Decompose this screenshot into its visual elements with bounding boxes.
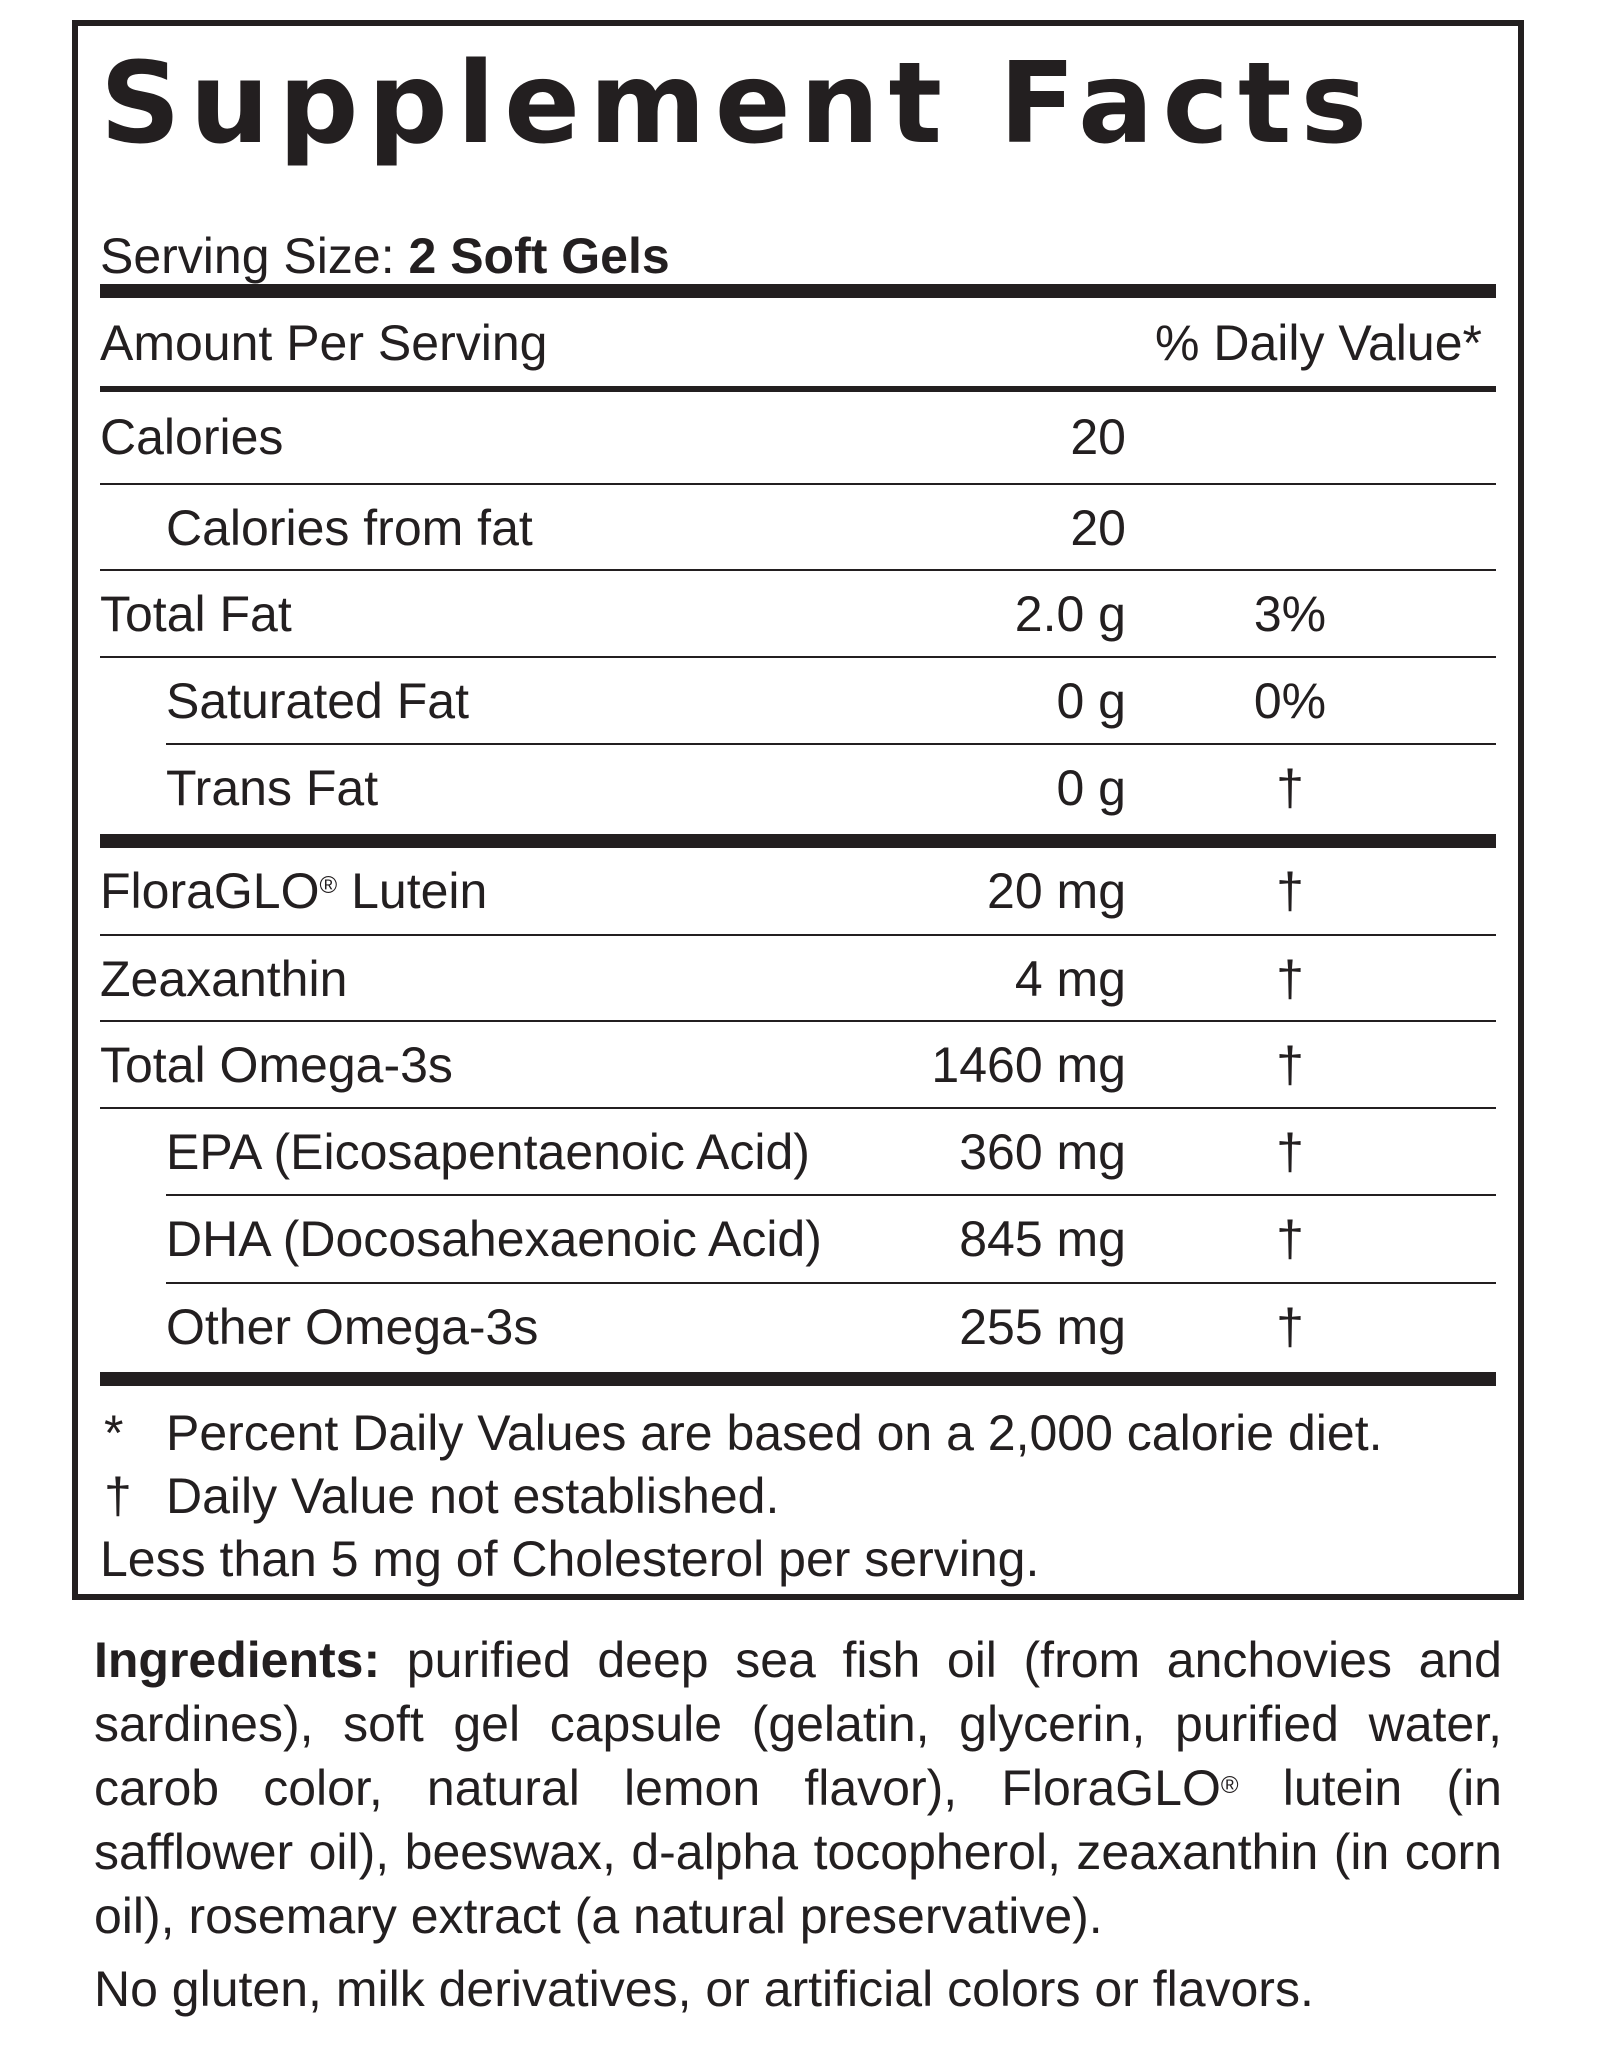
nutrient-label: Other Omega-3s [166,1299,539,1355]
nutrient-label: Calories [100,409,284,465]
nutrient-amount: 360 mg [959,1124,1126,1180]
footnote-symbol: † [104,1468,132,1524]
panel-inner [100,26,1496,1594]
footnote-symbol: * [104,1405,124,1461]
nutrient-row-calories [100,394,1496,480]
nutrient-label: Zeaxanthin [100,951,348,1007]
nutrient-row-total-omega3 [100,1022,1496,1108]
allergen-note: No gluten, milk derivatives, or artificial colors or flavors. [94,1961,1314,2017]
nutrient-label: Trans Fat [166,760,379,816]
nutrient-row-dha [100,1196,1496,1282]
daily-value-header: % Daily Value* [1154,315,1482,371]
registered-mark: ® [319,872,338,899]
footnote-text: Percent Daily Values are based on a 2,000 calorie diet. [166,1405,1383,1461]
nutrient-row-trans-fat [100,745,1496,831]
ingredients-text-1: purified deep sea fish oil (from anchovies and sardines), soft gel capsule (gelatin, glycerin, purified water, carob color, natural lemon flavor), FloraGLO [94,1632,1502,1816]
nutrient-amount: 1460 mg [931,1037,1126,1093]
nutrient-label: Saturated Fat [166,673,469,729]
lutein-suffix: Lutein [337,863,488,919]
nutrient-dv: 0% [1253,673,1327,729]
cholesterol-note: Less than 5 mg of Cholesterol per serving. [100,1531,1040,1587]
thick-divider-top [100,284,1496,298]
medium-divider [100,386,1496,392]
nutrient-amount: 0 g [1056,760,1126,816]
nutrient-amount: 20 [1070,409,1126,465]
nutrient-dv: † [1276,1211,1304,1267]
lutein-brand: FloraGLO [100,863,320,919]
nutrient-amount: 0 g [1056,673,1126,729]
thick-divider-middle [100,834,1496,848]
footnote-text: Daily Value not established. [166,1468,780,1524]
nutrient-dv: † [1276,1037,1304,1093]
panel-title: Supplement Facts [100,39,1377,169]
ingredients-paragraph [94,1628,1502,1948]
nutrient-amount: 4 mg [1014,951,1126,1007]
nutrient-amount: 20 [1070,500,1126,556]
amount-per-serving-label: Amount Per Serving [100,315,548,371]
serving-size [100,228,670,284]
nutrient-amount: 845 mg [959,1211,1126,1267]
header-row [100,300,1496,386]
nutrient-row-epa [100,1109,1496,1195]
ingredients-label: Ingredients: [94,1632,381,1688]
serving-size-value: 2 Soft Gels [408,228,670,284]
nutrient-dv: † [1276,760,1304,816]
nutrient-dv: † [1276,1299,1304,1355]
nutrient-dv: † [1276,863,1304,919]
nutrient-label: Calories from fat [166,500,533,556]
serving-size-label: Serving Size: [100,228,395,284]
nutrient-label: DHA (Docosahexaenoic Acid) [166,1211,822,1267]
nutrient-label: Total Fat [100,586,292,642]
ingredients-text-2: lutein (in safflower oil), beeswax, d-alpha tocopherol, zeaxanthin (in corn oil), rosemary extract (a natural preservative). [94,1760,1502,1944]
nutrient-dv: 3% [1253,586,1327,642]
nutrient-row-calories-from-fat [100,485,1496,571]
nutrient-row-saturated-fat [100,658,1496,744]
nutrient-dv: † [1276,951,1304,1007]
nutrient-row-other-omega3 [100,1284,1496,1370]
nutrient-amount: 255 mg [959,1299,1126,1355]
nutrient-amount: 20 mg [987,863,1126,919]
nutrient-dv: † [1276,1124,1304,1180]
nutrient-label: EPA (Eicosapentaenoic Acid) [166,1124,810,1180]
nutrient-amount: 2.0 g [1014,586,1126,642]
nutrient-row-total-fat [100,571,1496,657]
thick-divider-bottom [100,1372,1496,1386]
supplement-facts-panel [72,20,1524,1600]
registered-mark: ® [1220,1772,1239,1799]
nutrient-label: Total Omega-3s [100,1037,453,1093]
nutrient-row-lutein [100,848,1496,934]
nutrient-row-zeaxanthin [100,936,1496,1022]
nutrient-label [100,848,487,934]
